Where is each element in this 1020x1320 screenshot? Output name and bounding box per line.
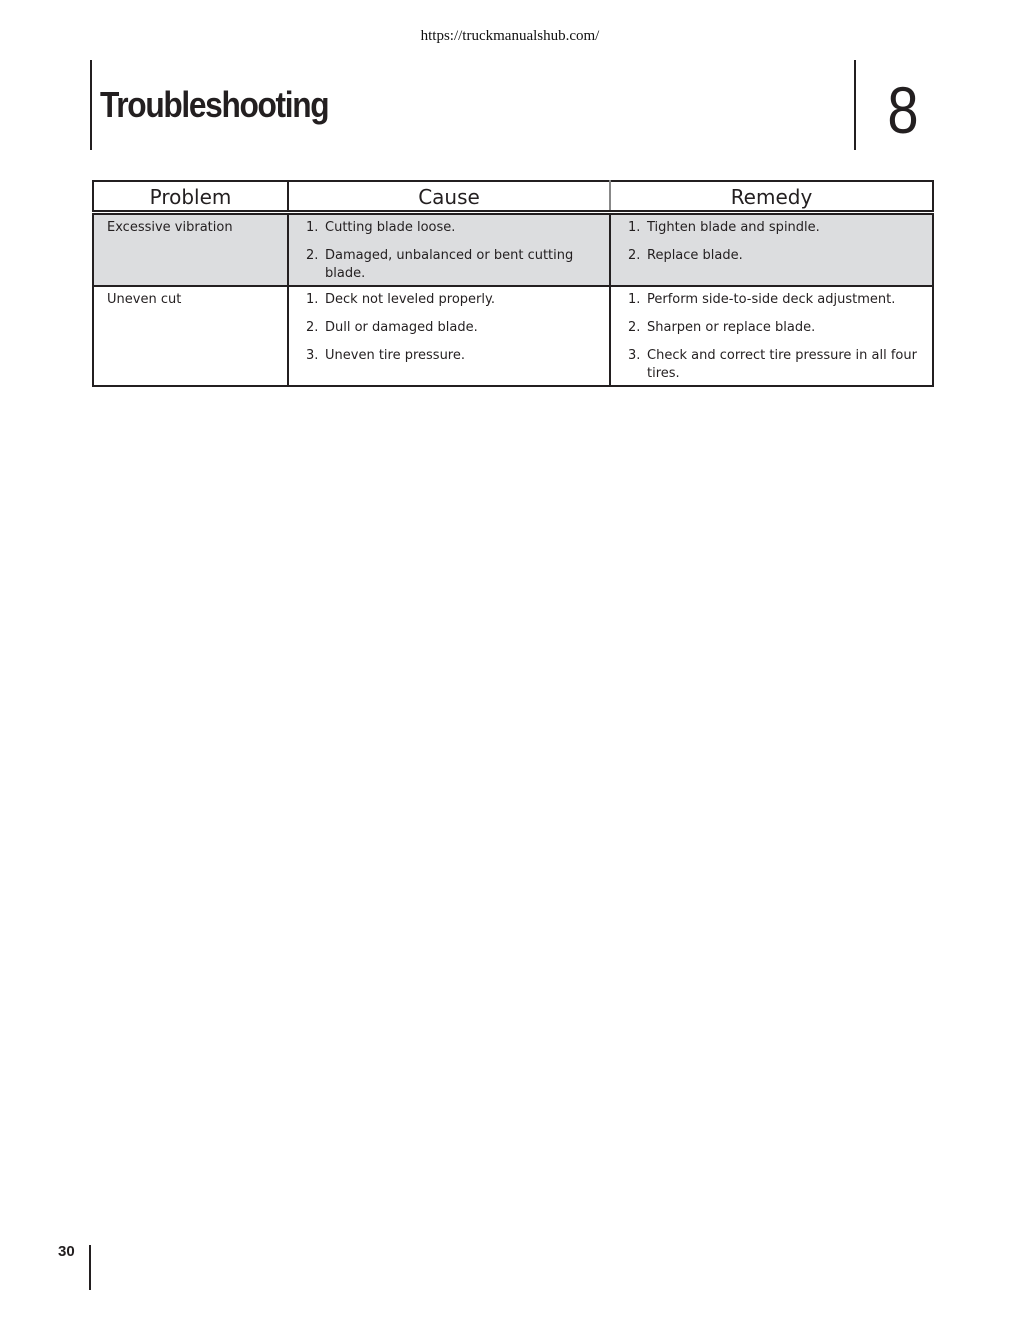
remedy-cell — [610, 213, 933, 287]
item-number: 2. — [306, 248, 319, 263]
troubleshooting-table — [92, 180, 934, 387]
item-text: Check and correct tire pressure in all four tires. — [647, 348, 917, 381]
page-number: 30 — [58, 1243, 75, 1260]
problem-cell: Excessive vibration — [93, 213, 288, 287]
cause-list — [302, 219, 603, 283]
item-text: Perform side-to-side deck adjustment. — [647, 292, 896, 307]
item-number: 1. — [306, 292, 319, 307]
item-number: 1. — [628, 292, 641, 307]
item-number: 3. — [628, 348, 641, 363]
column-header-remedy: Remedy — [610, 181, 933, 213]
item-number: 2. — [628, 248, 641, 263]
item-text: Cutting blade loose. — [325, 220, 456, 235]
list-item — [306, 291, 603, 309]
item-number: 2. — [306, 320, 319, 335]
chapter-divider — [854, 60, 856, 150]
title-divider-left — [90, 60, 92, 150]
table-row — [93, 286, 933, 386]
cause-cell — [288, 213, 610, 287]
chapter-number: 8 — [887, 73, 919, 147]
item-text: Dull or damaged blade. — [325, 320, 478, 335]
list-item — [306, 219, 603, 237]
item-number: 1. — [628, 220, 641, 235]
remedy-list — [624, 219, 926, 265]
item-text: Sharpen or replace blade. — [647, 320, 816, 335]
cause-cell — [288, 286, 610, 386]
remedy-list — [624, 291, 926, 383]
remedy-cell — [610, 286, 933, 386]
item-number: 1. — [306, 220, 319, 235]
list-item — [628, 347, 926, 383]
column-header-problem: Problem — [93, 181, 288, 213]
item-number: 2. — [628, 320, 641, 335]
list-item — [628, 319, 926, 337]
list-item — [628, 219, 926, 237]
list-item — [628, 291, 926, 309]
source-url: https://truckmanualshub.com/ — [420, 28, 600, 44]
page-title: Troubleshooting — [100, 84, 329, 125]
table-row — [93, 213, 933, 287]
list-item — [306, 247, 603, 283]
item-text: Tighten blade and spindle. — [647, 220, 820, 235]
item-number: 3. — [306, 348, 319, 363]
list-item — [628, 247, 926, 265]
footer-divider — [89, 1245, 91, 1290]
cause-list — [302, 291, 603, 365]
problem-cell: Uneven cut — [93, 286, 288, 386]
item-text: Replace blade. — [647, 248, 743, 263]
column-header-cause: Cause — [288, 181, 610, 213]
list-item — [306, 347, 603, 365]
table-header-row — [93, 181, 933, 213]
item-text: Uneven tire pressure. — [325, 348, 465, 363]
item-text: Deck not leveled properly. — [325, 292, 495, 307]
list-item — [306, 319, 603, 337]
item-text: Damaged, unbalanced or bent cutting blade. — [325, 248, 574, 281]
